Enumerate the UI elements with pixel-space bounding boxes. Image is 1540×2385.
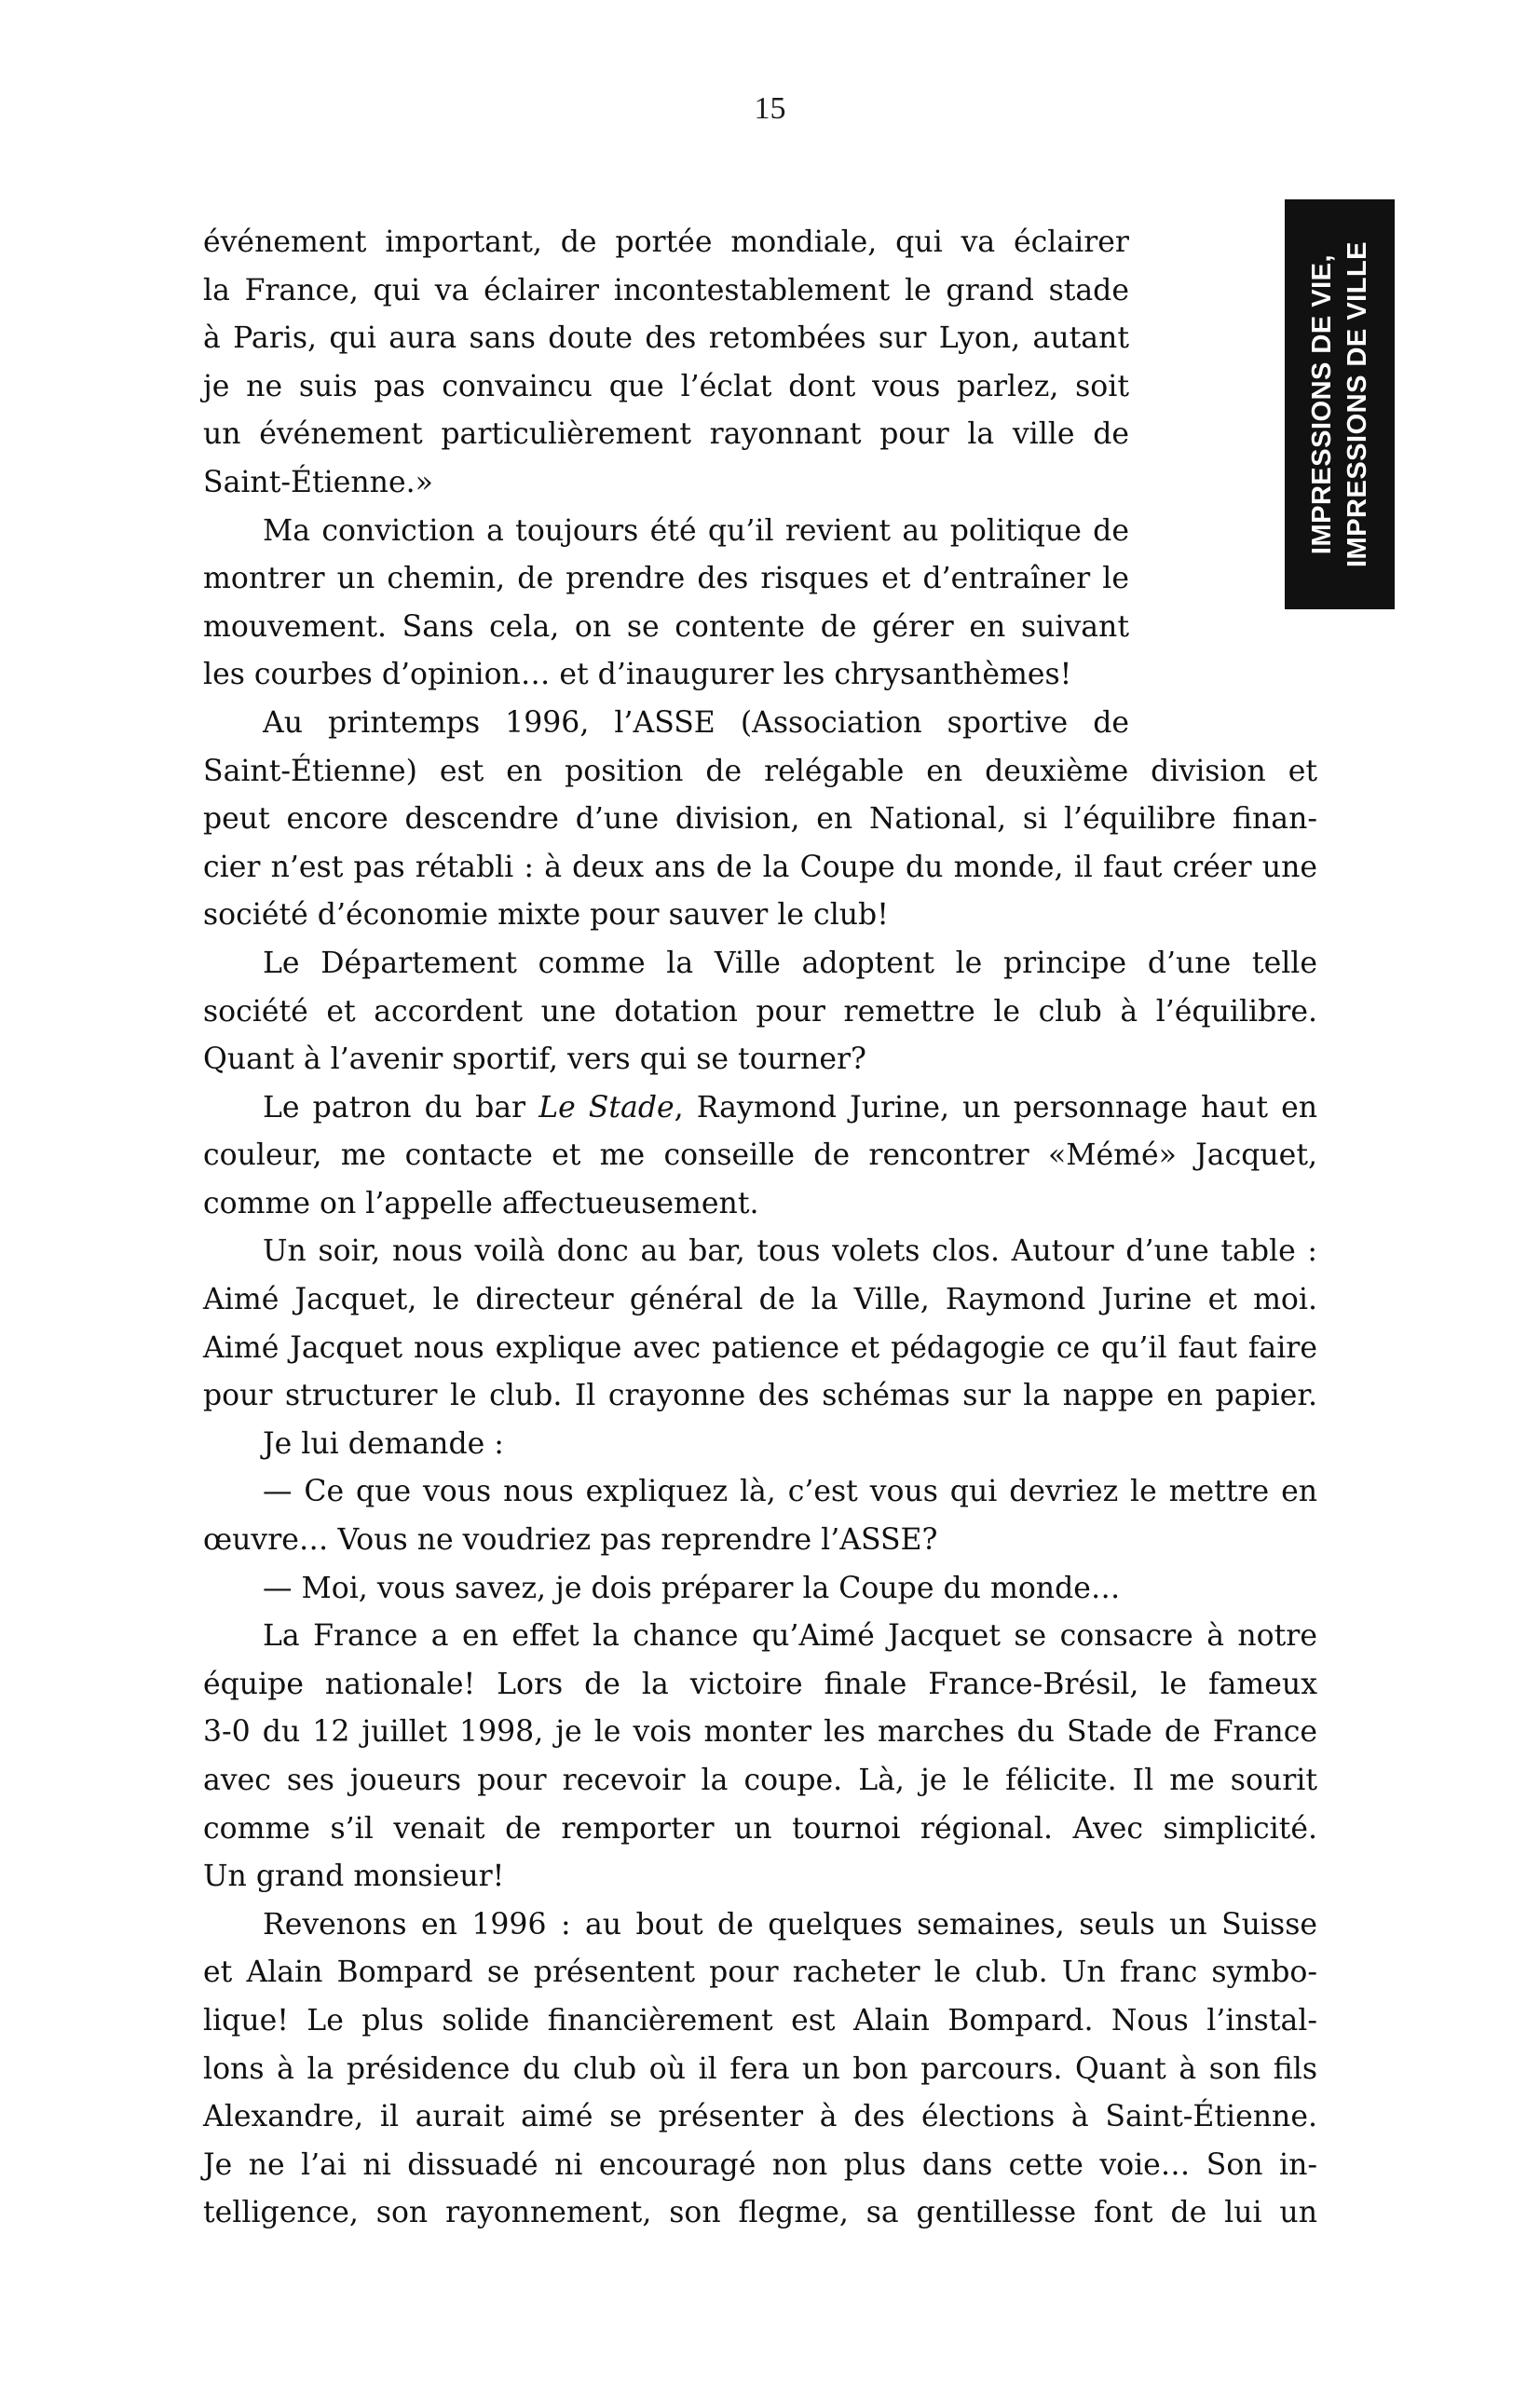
text-line: œuvre… Vous ne voudriez pas reprendre l’ASSE? <box>203 1523 938 1558</box>
text-line: Saint-Étienne.» <box>203 465 433 499</box>
text-line: Au printemps 1996, l’ASSE (Association sportive de <box>263 705 1129 740</box>
text-line: La France a en effet la chance qu’Aimé Jacquet se consacre à notre <box>263 1619 1317 1654</box>
text-line: Un soir, nous voilà donc au bar, tous volets clos. Autour d’une table : <box>263 1234 1317 1269</box>
text-line: montrer un chemin, de prendre des risques et d’entraîner le <box>203 562 1129 596</box>
text-line: Je ne l’ai ni dissuadé ni encouragé non plus dans cette voie… Son in- <box>203 2147 1317 2182</box>
text-line: un événement particulièrement rayonnant pour la ville de <box>203 417 1129 452</box>
text-line: avec ses joueurs pour recevoir la coupe. Là, je le félicite. Il me sourit <box>203 1764 1317 1797</box>
text-line: Alexandre, il aurait aimé se présenter à des élections à Saint-Étienne. <box>203 2100 1317 2134</box>
text-line: Quant à l’avenir sportif, vers qui se tourner? <box>203 1043 866 1077</box>
side-tab-line-1: IMPRESSIONS DE VIE, <box>1307 253 1337 555</box>
text-line: événement important, de portée mondiale, qui va éclairer <box>203 225 1129 259</box>
text-line: société d’économie mixte pour sauver le club! <box>203 898 889 933</box>
side-tab-line-2: IMPRESSIONS DE VILLE <box>1342 241 1372 567</box>
text-line: Un grand monsieur! <box>203 1860 505 1894</box>
text-line: couleur, me contacte et me conseille de rencontrer «Mémé» Jacquet, <box>203 1138 1317 1173</box>
text-line: 3-0 du 12 juillet 1998, je le vois monter les marches du Stade de France <box>203 1715 1317 1750</box>
text-line: les courbes d’opinion… et d’inaugurer les chrysanthèmes! <box>203 658 1072 692</box>
text-line: lons à la présidence du club où il fera un bon parcours. Quant à son fils <box>203 2051 1317 2086</box>
text-line: Le Département comme la Ville adoptent le principe d’une telle <box>263 946 1317 980</box>
text-line: — Ce que vous nous expliquez là, c’est vous qui devriez le mettre en <box>263 1475 1317 1509</box>
text-line: — Moi, vous savez, je dois préparer la Coupe du monde… <box>263 1571 1121 1605</box>
text-line: Je lui demande : <box>263 1426 504 1461</box>
text-line: Revenons en 1996 : au bout de quelques semaines, seuls un Suisse <box>263 1907 1317 1942</box>
text-line: Aimé Jacquet nous explique avec patience et pédagogie ce qu’il faut faire <box>203 1330 1317 1365</box>
italic-bar-name: Le Stade <box>538 1090 675 1124</box>
text-line-with-italic <box>203 1084 1317 1133</box>
text-line: peut encore descendre d’une division, en National, si l’équilibre finan- <box>203 802 1317 837</box>
text-line: cier n’est pas rétabli : à deux ans de la Coupe du monde, il faut créer une <box>203 850 1317 884</box>
text-fragment: , Raymond Jurine, un personnage haut en <box>674 1090 1317 1124</box>
text-line: telligence, son rayonnement, son flegme, sa gentillesse font de lui un <box>203 2196 1317 2230</box>
text-line: pour structurer le club. Il crayonne des schémas sur la nappe en papier. <box>203 1379 1317 1413</box>
text-line: la France, qui va éclairer incontestablement le grand stade <box>203 273 1129 307</box>
text-line: et Alain Bompard se présentent pour racheter le club. Un franc symbo- <box>203 1956 1317 1990</box>
text-line: Aimé Jacquet, le directeur général de la Ville, Raymond Jurine et moi. <box>203 1283 1317 1317</box>
text-line: équipe nationale! Lors de la victoire finale France-Brésil, le fameux <box>203 1667 1317 1701</box>
text-line: Saint-Étienne) est en position de relégable en deuxième division et <box>203 754 1317 788</box>
text-line: Ma conviction a toujours été qu’il revient au politique de <box>263 513 1129 548</box>
text-line: comme s’il venait de remporter un tournoi régional. Avec simplicité. <box>203 1811 1317 1846</box>
text-line: je ne suis pas convaincu que l’éclat dont vous parlez, soit <box>203 369 1129 403</box>
text-line: mouvement. Sans cela, on se contente de gérer en suivant <box>203 609 1129 644</box>
text-fragment: Le patron du bar <box>263 1090 539 1124</box>
text-line: comme on l’appelle affectueusement. <box>203 1186 759 1220</box>
text-line: lique! Le plus solide financièrement est Alain Bompard. Nous l’instal- <box>203 2003 1317 2037</box>
page-number: 15 <box>754 91 786 126</box>
page-body-text <box>203 219 1317 2238</box>
text-line: à Paris, qui aura sans doute des retombées sur Lyon, autant <box>203 321 1129 356</box>
text-line: société et accordent une dotation pour remettre le club à l’équilibre. <box>203 994 1317 1029</box>
